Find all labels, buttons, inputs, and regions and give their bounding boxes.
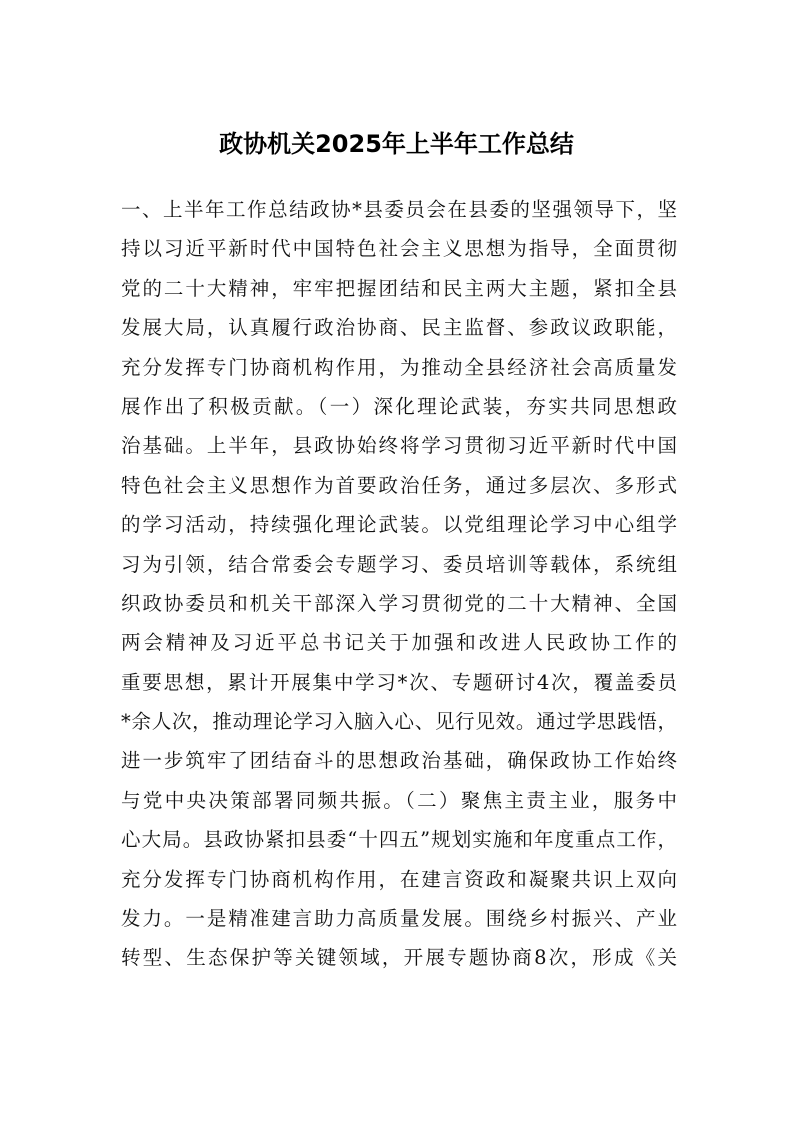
document-body [121, 190, 677, 978]
body-line: 心大局。县政协紧扣县委“十四五”规划实施和年度重点工作， [121, 828, 677, 852]
body-line: 充分发挥专门协商机构作用，在建言资政和凝聚共识上双向 [121, 867, 677, 891]
body-line: 发展大局，认真履行政治协商、民主监督、参政议政职能， [121, 316, 677, 340]
body-line: 充分发挥专门协商机构作用，为推动全县经济社会高质量发 [121, 355, 677, 379]
body-line: 党的二十大精神，牢牢把握团结和民主两大主题，紧扣全县 [121, 276, 677, 300]
body-line: *余人次，推动理论学习入脑入心、见行见效。通过学思践悟， [121, 710, 677, 734]
body-line: 两会精神及习近平总书记关于加强和改进人民政协工作的 [121, 631, 677, 655]
body-line: 展作出了积极贡献。（一）深化理论武装，夯实共同思想政 [121, 394, 677, 418]
body-line: 持以习近平新时代中国特色社会主义思想为指导，全面贯彻 [121, 237, 677, 261]
body-line: 重要思想，累计开展集中学习*次、专题研讨4次，覆盖委员 [121, 670, 677, 694]
body-line: 习为引领，结合常委会专题学习、委员培训等载体，系统组 [121, 552, 677, 576]
body-line: 一、上半年工作总结政协*县委员会在县委的坚强领导下，坚 [121, 198, 677, 221]
body-line: 治基础。上半年，县政协始终将学习贯彻习近平新时代中国 [121, 434, 677, 458]
body-line: 特色社会主义思想作为首要政治任务，通过多层次、多形式 [121, 473, 677, 497]
body-line: 织政协委员和机关干部深入学习贯彻党的二十大精神、全国 [121, 591, 677, 615]
body-line: 进一步筑牢了团结奋斗的思想政治基础，确保政协工作始终 [121, 749, 677, 773]
body-line: 的学习活动，持续强化理论武装。以党组理论学习中心组学 [121, 513, 677, 537]
body-line: 与党中央决策部署同频共振。（二）聚焦主责主业，服务中 [121, 788, 677, 812]
body-line: 发力。一是精准建言助力高质量发展。围绕乡村振兴、产业 [121, 907, 677, 931]
body-line: 转型、生态保护等关键领域，开展专题协商8次，形成《关 [121, 946, 677, 970]
document-title: 政协机关2025年上半年工作总结 [219, 130, 574, 158]
